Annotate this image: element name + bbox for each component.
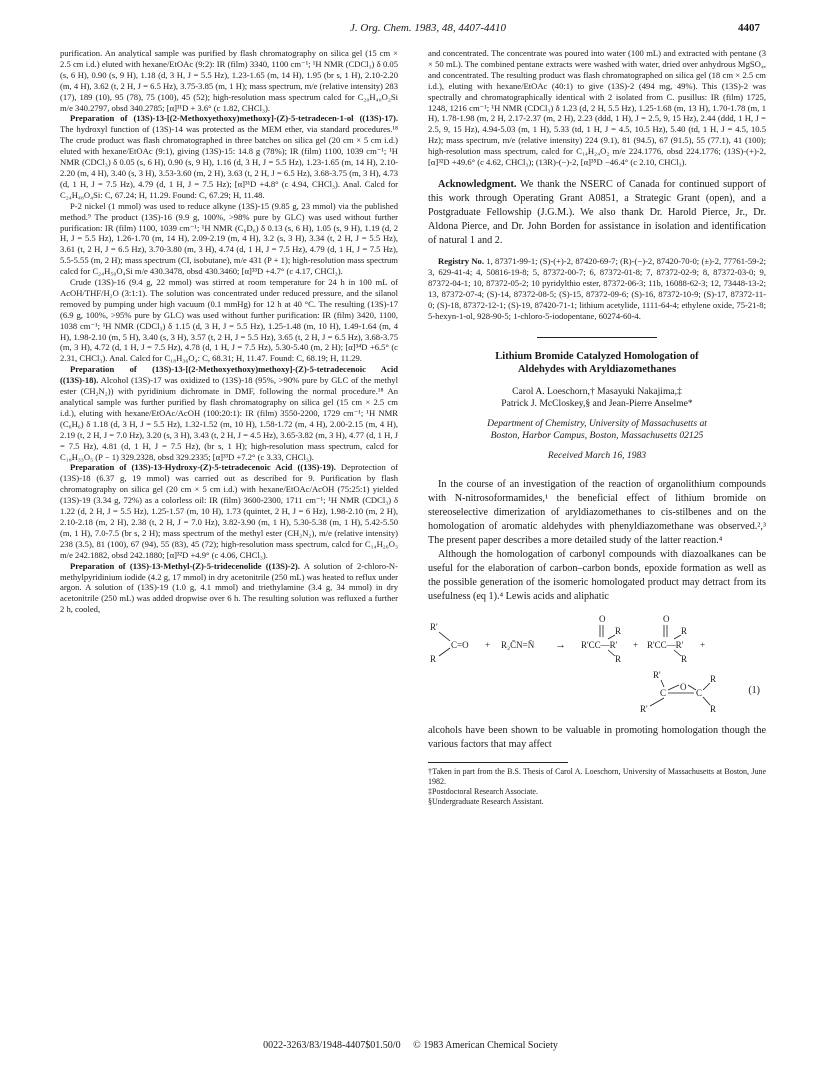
article-title — [428, 350, 766, 376]
scheme-plus: + — [485, 640, 491, 651]
journal-citation: J. Org. Chem. 1983, 48, 4407-4410 — [350, 22, 507, 34]
scheme-label: R — [615, 626, 622, 637]
paragraph: Although the homologation of carbonyl compounds with diazoalkanes can be useful for the elaboration of carbon–carbon bonds, epoxide formation as well as the possible generation of the isomeric homologated product may detract from its usefulness (eq 1).⁴ Lewis acids and aliphatic — [428, 549, 766, 603]
right-column — [428, 48, 766, 807]
acknowledgment — [428, 178, 766, 248]
epoxide-carbon: C — [660, 688, 667, 699]
bond-line — [674, 650, 681, 656]
equation-number: (1) — [748, 685, 760, 697]
scheme-label: R'CC—R' — [581, 640, 618, 651]
page-footer — [0, 1040, 821, 1051]
affiliation-line: Boston, Harbor Campus, Boston, Massachusetts 02125 — [490, 430, 704, 442]
scheme-label: R₂C̄N=N̄ — [501, 640, 535, 651]
acknowledgment-heading: Acknowledgment. — [438, 178, 517, 190]
section-heading: Preparation of (13S)-13-[(2-Methoxyethoxy)methoxy]-(Z)-5-tetradecen-1-ol ((13S)-17). — [70, 113, 398, 124]
scheme-label: O — [663, 614, 670, 625]
registry-numbers — [428, 256, 766, 321]
paragraph — [60, 113, 398, 200]
bond-line — [650, 698, 664, 706]
scheme-label: R' — [640, 704, 648, 715]
author-line: Carol A. Loeschorn,† Masayuki Nakajima,‡ — [512, 386, 682, 398]
section-divider — [537, 337, 657, 338]
registry-heading: Registry No. — [438, 255, 484, 266]
footnotes — [428, 767, 766, 807]
bond-line — [703, 683, 710, 690]
reaction-arrow: → — [555, 639, 566, 652]
footnote: †Taken in part from the B.S. Thesis of Carol A. Loeschorn, University of Massachusetts at Boston, June 1982. — [428, 767, 766, 787]
paragraph: and concentrated. The concentrate was poured into water (100 mL) and extracted with pentane (3 × 50 mL). The combined pentane extracts were washed with water, dried over anhydrous MgSO₄, and concentrated. The resulting product was flash chromatographed on silica gel (18 cm × 2.5 cm i.d.), eluting with hexane/EtOAc (40:1) to give (13S)-2 (494 mg, 49%). This (13S)-2 was spectrally and chromatographically identical with 2 isolated from C. pusillus: IR (film) 1725, 1248, 1216 cm⁻¹; ¹H NMR (CDCl₃) δ 1.23 (d, 2 H, 5.5 Hz), 1.25-1.68 (m, 13 H), 1.70-1.78 (m, 1 H), 1.78-1.98 (m, 2 H, 2.17-2.37 (m, 2 H), 2.23 (ddd, 1 H), J = 2.5, 9, 15 Hz), 2.44 (ddd, 1 H, J = 2.5, 9, 15 Hz), 4.94-5.03 (m, 1 H), 5.33 (td, 1 H, J = 4.5, 10.5 Hz), 5.40 (td, 1 H, J = 4.5, 10.5 Hz); mass spectrum, m/e (relative intensity) 224 (9.1), 81 (94.5), 67 (91.5), 55 (77.1), 41 (100); high-resolution mass spectrum, calcd for C₁₄H₂₄O₂ m/e 224.1776, obsd 224.1776; (13S)-(+)-2, [α]³²D +49.6° (c 4.62, CHCl₃); (13R)-(−)-2, [α]³⁵D −46.4° (c 2.10, CHCl₃). — [428, 48, 766, 168]
title-line: Aldehydes with Aryldiazomethanes — [517, 364, 677, 376]
running-header — [60, 22, 760, 40]
scheme-label: R — [430, 654, 437, 665]
bond-line — [439, 632, 450, 641]
scheme-label: R — [681, 626, 688, 637]
bond-line — [688, 685, 696, 690]
left-column — [60, 48, 398, 615]
article-body — [428, 478, 766, 752]
paragraph — [60, 364, 398, 462]
paragraph-text: Alcohol (13S)-17 was oxidized to (13S)-18 (95%, >90% pure by GLC of the methyl ester (CH₂N₂)) with pyridinium dichromate in DMF, following the normal procedure.¹⁸ An analytical sample was further purified by flash chromatography on silica gel (15 cm × 2.5 cm i.d.), eluting with hexane/EtOAc/AcOH (100:20:1): IR (film) 3550-2200, 1729 cm⁻¹; ¹H NMR (C₆H₆) δ 1.18 (d, 3 H, J = 5.5 Hz), 1.32-1.52 (m, 10 H), 1.58-1.72 (m, 4 H), 2.00-2.15 (m, 4 H), 2.19 (t, 2 H, J = 7.0 Hz), 3.20 (s, 3 H), 3.43 (t, 2 H, J = 4.5 Hz), 3.65-3.82 (m, 3 H), 4.77 (d, 1 H, J = 7.5 Hz), 4.81 (d, 1 H, J = 7.5 Hz), (br s, 1 H); high-resolution mass spectrum, calcd for C₁₈H₃₃O₅ (P − 1) 329.2328, obsd 329.2335; [α]³³D +7.2° (c 3.33, CHCl₃). — [60, 375, 398, 462]
paragraph — [60, 561, 398, 616]
page-number: 4407 — [738, 22, 760, 34]
author-line: Patrick J. McCloskey,§ and Jean-Pierre Anselme* — [501, 398, 693, 410]
section-heading: Preparation of (13S)-13-Hydroxy-(Z)-5-tetradecenoic Acid ((13S)-19). — [70, 462, 336, 473]
scheme-label: R — [710, 704, 717, 715]
scheme-label: R'CC—R' — [647, 640, 684, 651]
bond-line — [608, 635, 615, 639]
footnote: ‡Postdoctoral Research Associate. — [428, 787, 538, 797]
bond-line — [674, 635, 681, 639]
affiliation — [428, 418, 766, 442]
section-heading: Preparation of (13S)-13-Methyl-(Z)-5-tridecenolide ((13S)-2). — [70, 560, 300, 571]
paragraph-text: Deprotection of (13S)-18 (6.37 g, 19 mmol) was carried out as described for 9. Purification by flash chromatography on silica gel (20 cm × 5 cm i.d.) with hexane/EtOAc/AcOH (75:25:1) yielded (13S)-19 (3.34 g, 72%) as a colorless oil: IR (film) 3600-2300, 1711 cm⁻¹; ¹H NMR (CDCl₃) δ 1.22 (d, 2 H, J = 5.5 Hz), 1.25-1.57 (m, 10 H), 1.73 (quintet, 2 H, J = 6 Hz), 1.98-2.10 (m, 2 H), 2.10-2.18 (m, 2 H), 2.38 (t, 2 H, J = 7.0 Hz), 3.82-3.90 (m, 1 H), 5.30-5.38 (m, 1 H), 5.42-5.50 (m, 1 H), 7.0-7.5 (br s, 2 H); mass spectrum of the methyl ester (CH₂N₂), m/e (relative intensity) 238 (3.5), 81 (100), 67 (94), 55 (83), 45 (72); high-resolution mass spectrum, calcd for C₁₄H₂₆O₃ m/e 242.1882, obsd 242.1880; [α]³²D +4.9° (c 4.06, CHCl₃). — [60, 462, 398, 560]
acknowledgment-text: We thank the NSERC of Canada for continued support of this work through Operating Grant A0851, a Strategic Grant (open), and a Postgraduate Fellowship (J.G.M.). We also thank Dr. Harold Pierce, Jr., Dr. Aldona Pierce, and Dr. John Borden for assistance in isolation and identification of natural 1 and 2. — [428, 178, 766, 246]
paragraph: Crude (13S)-16 (9.4 g, 22 mmol) was stirred at room temperature for 24 h in 100 mL of AcOH/THF/H₂O (3:1:1). The solution was concentrated under reduced pressure, and the silanol removed by pumping under high vacuum (0.1 mmHg) for 12 h at 40 °C. The resulting (13S)-17 (6.9 g, 100%, >95% pure by GLC) was used without further purification: IR (film) 3420, 1100, 1038 cm⁻¹; ¹H NMR (CDCl₃) δ 1.15 (d, 3 H, J = 5.5 Hz), 1.25-1.48 (m, 10 H), 1.49-1.64 (m, 4 H), 1.98-2.10 (m, 5 H), 3.40 (s, 3 H), 3.57 (t, 2 H, J = 5.5 Hz), 3.65 (t, 2 H, J = 6.5 Hz), 3.68-3.75 (m, 3 H), 4.72 (d, 1 H, J = 7.5 Hz), 4.78 (d, 1 H, J = 7.5 Hz), 5.30-5.40 (m, 2 H); [α]³⁴D +6.5° (c 2.31, CHCl₃). Anal. Calcd for C₁₈H₃₆O₄: C, 68.31; H, 11.47. Found: C, 68.19; H, 11.29. — [60, 277, 398, 364]
bond-line — [661, 680, 664, 687]
epoxide-carbon: C — [696, 688, 703, 699]
scheme-label: R' — [653, 670, 661, 681]
scheme-label: R — [710, 674, 717, 685]
received-date: Received March 16, 1983 — [547, 450, 647, 462]
author-list — [428, 386, 766, 410]
paragraph-text: A solution of 2-chloro-N-methylpyridinium iodide (4.2 g, 17 mmol) in dry acetonitrile (250 mL) was heated to reflux under argon. A solution of (13S)-19 (1.0 g, 4.1 mmol) and triethylamine (3.4 g, 34 mmol) in dry acetonitrile (250 mL) was added dropwise over 6 h. The resulting solution was refluxed a further 2 h, cooled, — [60, 560, 398, 615]
scheme-plus: + — [700, 640, 706, 651]
bond-line — [703, 697, 710, 705]
scheme-label: O — [599, 614, 606, 625]
paragraph: P-2 nickel (1 mmol) was used to reduce alkyne (13S)-15 (9.85 g, 23 mmol) via the published method.⁹ The product (13S)-16 (9.9 g, 100%, >98% pure by GLC) was used without further purification: IR (film) 1100, 1039 cm⁻¹; ¹H NMR (C₆D₆) δ 0.13 (s, 6 H), 1.05 (s, 9 H), 1.19 (d, 2 H, J = 5.5 Hz), 1.26-1.70 (m, 14 H), 2.09-2.19 (m, 4 H), 3.2 (s, 3 H), 3.34 (t, 2 H, J = 5.5 Hz), 3.61 (t, 2 H, J = 6.5 Hz), 3.70-3.80 (m, 3 H), 4.74 (d, 1 H, J = 7.5 Hz), 4.79 (d, 1 H, J = 7.5 Hz), 5.5-5.55 (m, 2 H); mass spectrum (CI, isobutane), m/e 431 (P + 1); high-resolution mass spectrum calcd for C₂₄H₅₀O₄Si m/e 430.3478, obsd 430.3460; [α]³³D +4.7° (c 4.17, CHCl₃). — [60, 200, 398, 277]
article-code: 0022-3263/83/1948-4407$01.50/0 — [263, 1040, 401, 1051]
bond-line — [668, 685, 679, 690]
title-line: Lithium Bromide Catalyzed Homologation of — [495, 351, 699, 363]
bond-line — [439, 648, 450, 656]
reaction-scheme-drawing — [428, 610, 766, 720]
affiliation-line: Department of Chemistry, University of Massachusetts at — [487, 418, 707, 430]
section-heading: Preparation of (13S)-13-[(2-Methoxyethoxy)methoxy]-(Z)-5-tetradecenoic Acid ((13S)-18). — [60, 364, 398, 386]
paragraph — [60, 462, 398, 560]
copyright-notice: © 1983 American Chemical Society — [413, 1040, 558, 1051]
paragraph: purification. An analytical sample was purified by flash chromatography on silica gel (15 cm × 2.5 cm i.d.) eluted with hexane/EtOAc (9:2): IR (film) 3340, 1100 cm⁻¹; ¹H NMR (CDCl₃) δ 0.05 (s, 6 H), 0.90 (s, 9 H), 1.18 (d, 3 H, J = 5.5 Hz), 1.23-1.65 (m, 14 H), 1.95 (br s, 1 H), 2.10-2.20 (m, 4 H), 3.62 (t, 2 H, J = 6.5 Hz), 3.75-3.85 (m, 1 H); mass spectrum, m/e (relative intensity) 283 (17), 189 (10), 95 (78), 75 (100), 45 (52); high-resolution mass spectrum calcd for C₂₀H₄₀O₂Si m/e 340.2797, obsd 340.2785; [α]³¹D + 3.6° (c 1.82, CHCl₃). — [60, 48, 398, 113]
scheme-label: C=O — [451, 640, 469, 651]
paragraph: In the course of an investigation of the reaction of organolithium compounds with N-nitrosoformamides,¹ the beneficial effect of lithium bromide on stereoselective dimerization of aryldiazomethanes to cis-stilbenes and on the homologation of aromatic aldehydes with phenyldiazomethane was observed.²,³ The present paper describes a more detailed study of the latter reaction.⁴ — [428, 479, 766, 547]
scheme-label: R' — [430, 622, 438, 633]
paragraph-text: The hydroxyl function of (13S)-14 was protected as the MEM ether, via standard procedures.¹⁸ The crude product was flash chromatographed in three batches on silica gel (20 cm × 5 cm i.d.) eluted with hexane/EtOAc (9:1), giving (13S)-15: 14.8 g (78%); IR (film) 1100, 1039 cm⁻¹; ¹H NMR (CDCl₃) δ 0.05 (s, 6 H), 0.90 (s, 9 H), 1.16 (d, 3 H, J = 5.5 Hz), 1.23-1.65 (m, 14 H), 2.10-2.20 (m, 4 H), 3.40 (s, 3 H), 3.53-3.60 (m, 2 H), 3.63 (t, 2 H, J = 6.5 Hz), 3.68-3.75 (m, 3 H), 4.73 (d, 1 H, J = 7.5 Hz), 4.79 (d, 1 H, J = 7.5 Hz); [α]³¹D +4.8° (c 4.94, CHCl₃). Anal. Calcd for C₂₄H₄₈O₄Si: C, 67.24; H, 11.29. Found: C, 67.29; H, 11.48. — [60, 124, 398, 200]
scheme-label: R — [681, 654, 688, 665]
scheme-plus: + — [633, 640, 639, 651]
reaction-scheme — [428, 610, 766, 720]
footnote: §Undergraduate Research Assistant. — [428, 797, 544, 807]
epoxide-oxygen: O — [680, 682, 687, 693]
scheme-label: R — [615, 654, 622, 665]
footnote-divider — [428, 762, 568, 763]
bond-line — [608, 650, 615, 656]
paragraph: alcohols have been shown to be valuable in promoting homologation though the various factors that may affect — [428, 725, 766, 751]
registry-text: 1, 87371-99-1; (S)-(+)-2, 87420-69-7; (R)-(−)-2, 87420-70-0; (±)-2, 77761-59-2; 3, 629-41-4; 4, 50816-19-8; 5, 87372-00-7; 6, 87372-01-8; 7, 87372-02-9; 8, 87372-03-0; 9, 87372-04-1; 10, 87372-05-2; 10 pyridylthio ester, 87372-06-3; 11b, 16088-62-3; 12, 73448-13-2; 13, 87372-07-4; (S)-14, 87372-08-5; (S)-15, 87372-09-6; (S)-16, 87372-10-9; (S)-17, 87372-11-0; (S)-18, 87372-12-1; (S)-19, 87420-71-1; lithium acetylide, 1111-64-4; ethylene oxide, 75-21-8; 5-hexyn-1-ol, 928-90-5; 1-chloro-5-iodopentane, 60274-60-4. — [428, 255, 766, 321]
